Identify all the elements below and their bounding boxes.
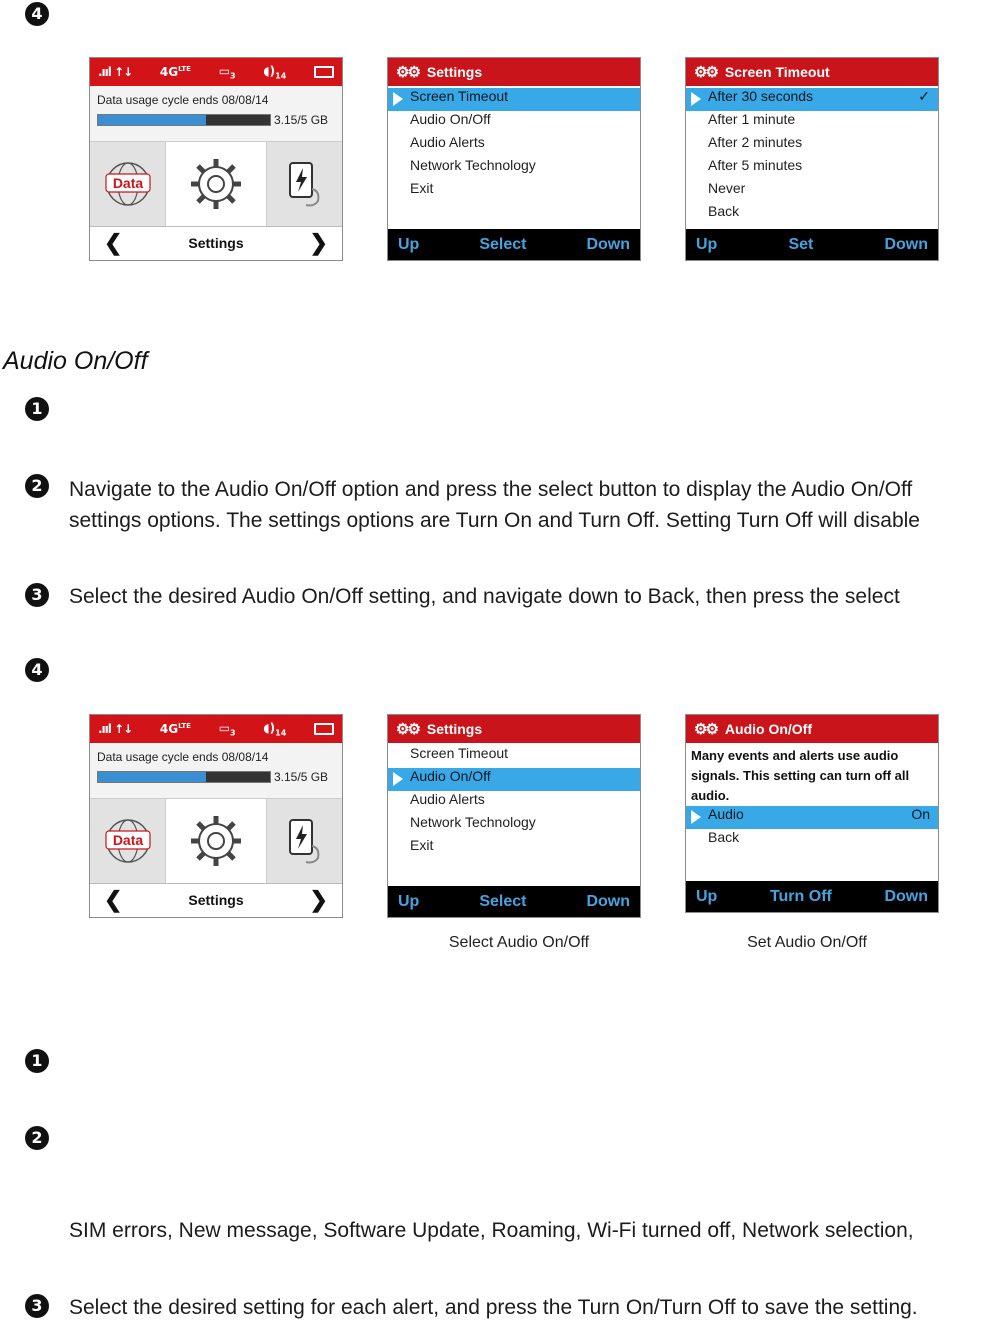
menu-title: Settings: [426, 64, 483, 80]
timeout-option-back[interactable]: Back: [708, 203, 740, 219]
data-usage-panel: [90, 743, 342, 799]
settings-tile[interactable]: [165, 142, 266, 226]
charging-icon: [284, 159, 324, 209]
audio-step-2-text: Navigate to the Audio On/Off option and press the select button to display the Audio On/Off settings options. The settings options are Turn On and Turn Off. Setting Turn Off will disable: [69, 478, 920, 532]
section-heading: Audio On/Off: [3, 347, 148, 375]
step-number-1: 1: [25, 397, 49, 421]
next-arrow-icon[interactable]: ❯: [309, 230, 328, 255]
option-label: After 30 seconds: [708, 88, 814, 104]
audio-back-option[interactable]: Back: [708, 829, 740, 845]
home-nav-row: [90, 884, 342, 916]
network-type: $4G^{LTE}$: [159, 65, 191, 79]
timeout-option-5m[interactable]: After 5 minutes: [708, 157, 803, 173]
charging-tile[interactable]: [267, 799, 342, 883]
menu-item-network-technology[interactable]: Network Technology: [410, 814, 536, 830]
caption-set-audio: Set Audio On/Off: [747, 934, 867, 951]
down-softkey[interactable]: Down: [884, 887, 928, 905]
usage-bar-fill: [98, 772, 206, 782]
step-number-4: 4: [25, 658, 49, 682]
data-usage-panel: [90, 86, 342, 142]
up-softkey[interactable]: Up: [696, 887, 718, 905]
menu-item-exit[interactable]: Exit: [410, 837, 434, 853]
wifi-clients-icon: $◖)_{14}$: [263, 63, 287, 81]
select-softkey[interactable]: Select: [479, 235, 527, 253]
checkmark-icon: ✓: [918, 88, 930, 104]
audio-state-value: On: [911, 806, 930, 822]
up-softkey[interactable]: Up: [398, 892, 420, 910]
settings-tile[interactable]: [165, 799, 266, 883]
step-number-2: 2: [25, 474, 49, 498]
usage-cycle-text: Data usage cycle ends 08/08/14: [97, 93, 269, 107]
alerts-step-3-text: Select the desired setting for each alert, and press the Turn On/Turn Off to save the setting.: [69, 1296, 918, 1319]
network-type: $4G^{LTE}$: [159, 722, 191, 736]
next-arrow-icon[interactable]: ❯: [309, 887, 328, 912]
step-number-3: 3: [25, 1294, 49, 1318]
charging-icon: [284, 816, 324, 866]
settings-gears-icon: ⚙⚙: [396, 64, 419, 81]
data-tile[interactable]: [90, 142, 165, 226]
option-label: Audio: [708, 806, 744, 822]
softkey-bar: [686, 229, 938, 260]
menu-title: Screen Timeout: [724, 64, 830, 80]
wifi-clients-icon: $◖)_{14}$: [263, 720, 287, 738]
down-softkey[interactable]: Down: [586, 235, 630, 253]
usage-value: 3.15/5 GB: [274, 113, 329, 127]
settings-menu-screen: [387, 57, 641, 261]
signal-icon: .ııl ↑↓: [98, 722, 133, 736]
set-softkey[interactable]: Set: [788, 235, 814, 253]
usage-bar-fill: [98, 115, 206, 125]
battery-icon: [314, 723, 334, 735]
menu-item-screen-timeout[interactable]: Screen Timeout: [410, 745, 509, 761]
prev-arrow-icon[interactable]: ❮: [104, 230, 123, 255]
timeout-option-2m[interactable]: After 2 minutes: [708, 134, 803, 150]
audio-option[interactable]: [686, 806, 938, 829]
down-softkey[interactable]: Down: [884, 235, 928, 253]
menu-item-audio-onoff[interactable]: Audio On/Off: [388, 768, 640, 791]
up-softkey[interactable]: Up: [696, 235, 718, 253]
softkey-bar: [686, 881, 938, 912]
data-tile[interactable]: [90, 799, 165, 883]
timeout-option-1m[interactable]: After 1 minute: [708, 111, 796, 127]
gear-icon: [187, 812, 245, 870]
menu-item-audio-alerts[interactable]: Audio Alerts: [410, 791, 485, 807]
message-icon: $▭_3$: [218, 63, 236, 81]
usage-bar: [97, 114, 271, 126]
menu-item-network-technology[interactable]: Network Technology: [410, 157, 536, 173]
device-home-screen: [89, 57, 343, 261]
softkey-bar: [388, 886, 640, 917]
menu-title: Settings: [426, 721, 483, 737]
caption-select-audio: Select Audio On/Off: [448, 934, 590, 951]
status-bar: [90, 715, 342, 743]
step-number-1: 1: [25, 1049, 49, 1073]
globe-data-icon: [104, 817, 152, 865]
turn-off-softkey[interactable]: Turn Off: [769, 887, 832, 905]
menu-item-audio-alerts[interactable]: Audio Alerts: [410, 134, 485, 150]
step-number-2: 2: [25, 1126, 49, 1150]
charging-tile[interactable]: [267, 142, 342, 226]
timeout-option-30s[interactable]: [686, 88, 938, 111]
menu-item-exit[interactable]: Exit: [410, 180, 434, 196]
home-center-label: Settings: [188, 892, 244, 908]
select-softkey[interactable]: Select: [479, 892, 527, 910]
prev-arrow-icon[interactable]: ❮: [104, 887, 123, 912]
status-bar: [90, 58, 342, 86]
svg-text:Data: Data: [112, 175, 143, 191]
svg-text:Data: Data: [112, 832, 143, 848]
home-nav-row: [90, 227, 342, 259]
usage-value: 3.15/5 GB: [274, 770, 329, 784]
menu-item-screen-timeout[interactable]: Screen Timeout: [388, 88, 640, 111]
message-icon: $▭_3$: [218, 720, 236, 738]
globe-data-icon: [104, 160, 152, 208]
screen-timeout-screen: [685, 57, 939, 261]
usage-cycle-text: Data usage cycle ends 08/08/14: [97, 750, 269, 764]
step-number-4: 4: [25, 2, 49, 26]
gear-icon: [187, 155, 245, 213]
menu-item-audio-onoff[interactable]: Audio On/Off: [410, 111, 491, 127]
timeout-option-never[interactable]: Never: [708, 180, 746, 196]
home-tiles: [90, 142, 342, 227]
device-home-screen: [89, 714, 343, 918]
battery-icon: [314, 66, 334, 78]
settings-gears-icon: ⚙⚙: [694, 64, 717, 81]
home-center-label: Settings: [188, 235, 244, 251]
settings-menu-screen: [387, 714, 641, 918]
signal-icon: .ııl ↑↓: [98, 65, 133, 79]
menu-title: Audio On/Off: [724, 721, 812, 737]
settings-gears-icon: ⚙⚙: [694, 721, 717, 738]
step-number-3: 3: [25, 583, 49, 607]
softkey-bar: [388, 229, 640, 260]
down-softkey[interactable]: Down: [586, 892, 630, 910]
up-softkey[interactable]: Up: [398, 235, 420, 253]
alerts-list-text: SIM errors, New message, Software Update, Roaming, Wi-Fi turned off, Network selection,: [69, 1219, 914, 1242]
audio-step-3-text: Select the desired Audio On/Off setting, and navigate down to Back, then press the select: [69, 585, 900, 608]
audio-onoff-screen: [685, 714, 939, 913]
audio-description: Many events and alerts use audio signals. This setting can turn off all audio.: [691, 748, 910, 803]
home-tiles: [90, 799, 342, 884]
settings-gears-icon: ⚙⚙: [396, 721, 419, 738]
usage-bar: [97, 771, 271, 783]
